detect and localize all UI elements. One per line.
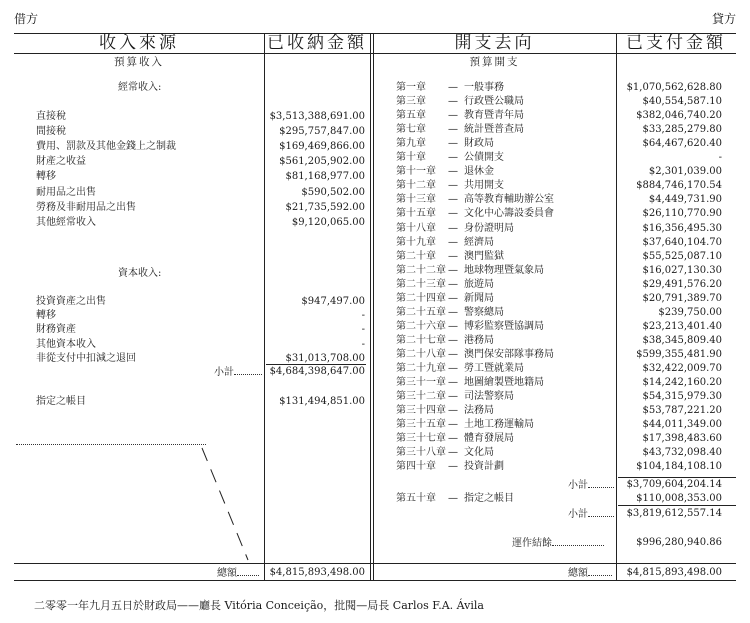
expenditure-chapter-row [396,307,504,319]
exp-subtotal2-rule [618,505,736,506]
ordinary-revenue-row-amount: $590,502.00 [301,186,365,198]
expenditure-chapter-amount: $29,491,576.20 [642,278,722,290]
expenditure-chapter-row [396,194,554,206]
chapter-number: 第二十九章 [396,363,446,374]
chapter-label: 高等教育輔助辦公室 [464,194,554,206]
chapter-label: 地球物理暨氣象局 [464,264,544,276]
expenditure-chapter-amount: $38,345,809.40 [642,334,722,346]
chapter-label: 土地工務運輸局 [464,419,534,431]
chapter-label: 經濟局 [464,236,494,248]
ordinary-revenue-row-label: 財產之收益 [36,156,86,168]
expenditure-chapter-amount: $104,184,108.10 [636,461,722,473]
expenditure-chapter-amount: $33,285,279.80 [642,124,722,136]
chapter-label: 警察總局 [464,306,504,318]
chapter-number: 第二十三章 [396,278,446,290]
chapter-dash: — [448,236,458,248]
chapter-dash: — [448,152,458,164]
chapter-dash: — [448,363,458,374]
expenditure-chapter-row [396,138,494,150]
expenditure-total-label: 總額 [568,567,612,580]
chapter-label: 港務局 [464,334,494,346]
expenditure-chapter-row [396,405,494,417]
chapter-number: 第十八章 [396,222,436,234]
revenue-subtotal-amount: $4,684,398,647.00 [269,366,365,377]
expenditure-chapter-amount: $43,732,098.40 [642,447,722,459]
ordinary-revenue-row-amount: $3,513,388,691.00 [269,111,365,122]
chapter-number: 第二十四章 [396,292,446,304]
expenditure-chapter-row [396,152,504,164]
expenditure-chapter-row [396,363,524,375]
capital-revenue-row-label: 其他資本收入 [36,338,96,350]
chapter-label: 旅遊局 [464,278,494,290]
ordinary-revenue-title: 經常收入: [118,82,162,93]
chapter-number: 第三十一章 [396,377,446,389]
divider-2b [373,33,374,580]
chapter-dash: — [448,222,458,234]
chapter-dash: — [448,110,458,122]
expenditure-chapter-row [396,237,494,249]
ordinary-revenue-row-label: 耐用品之出售 [36,186,96,198]
expenditure-chapter-row [396,335,494,347]
chapter-dash: — [448,278,458,290]
chapter-label: 教育暨青年局 [464,110,524,122]
expenditure-chapter-row [396,419,534,431]
chapter-dash: — [448,320,458,332]
chapter-dash: — [448,391,458,403]
expenditure-chapter-amount: $382,046,740.20 [636,110,722,122]
capital-revenue-row-amount: - [361,338,365,350]
expenditure-chapter-row [396,391,514,403]
header-received: 已收納金額 [267,33,367,53]
expenditure-chapter-amount: $4,449,731.90 [648,194,722,206]
expenditure-chapter-row [396,180,504,192]
header-revenue-source: 收入來源 [99,33,179,53]
chapter-dash: — [448,208,458,220]
table-bottom-rule [14,580,736,581]
chapter-number: 第十一章 [396,166,436,178]
revenue-total-amount: $4,815,893,498.00 [269,567,365,578]
chapter-label: 行政暨公職局 [464,96,524,108]
chapter-label: 投資計劃 [464,461,504,473]
expenditure-chapter-amount: $54,315,979.30 [642,391,722,403]
exp-subtotal2-amount: $3,819,612,557.14 [626,508,722,519]
chapter-label: 財政局 [464,138,494,150]
chapter-number: 第三十五章 [396,419,446,431]
expenditure-chapter-row [396,124,524,136]
chapter-dash: — [448,306,458,318]
chapter-label: 體育發展局 [464,433,514,445]
header-expenditure: 開支去向 [454,33,535,53]
chapter-dash: — [448,138,458,150]
subheader-budget-revenue: 預算收入 [114,56,164,68]
chapter-dash: — [448,405,458,417]
chapter-label: 勞工暨就業局 [464,363,524,374]
ordinary-revenue-row-label: 其他經常收入 [36,216,96,228]
chapter-label: 法務局 [464,405,494,417]
capital-revenue-row-amount: - [361,310,365,322]
expenditure-chapter-row [396,96,524,108]
expenditure-chapter-amount: $2,301,039.00 [648,166,722,178]
operating-balance-label: 運作結餘 [512,537,604,550]
exp-subtotal1-amount: $3,709,604,204.14 [626,479,722,490]
chapter-number: 第三十七章 [396,433,446,445]
chapter-label: 地圖繪製暨地籍局 [464,377,544,389]
ordinary-revenue-row-amount: $81,168,977.00 [285,171,365,183]
designated-account-amount: $131,494,851.00 [279,396,365,407]
chapter-dash: — [448,447,458,459]
expenditure-chapter-amount: $17,398,483.60 [642,433,722,445]
expenditure-chapter-amount: $64,467,620.40 [642,138,722,150]
chapter-dash: — [448,292,458,304]
expenditure-chapter-amount: $23,213,401.40 [642,320,722,332]
ordinary-revenue-row-label: 費用、罰款及其他金錢上之制裁 [36,141,176,153]
expenditure-chapter-row [396,265,544,277]
expenditure-chapter-amount: $14,242,160.20 [642,377,722,389]
expenditure-chapter-amount: $239,750.00 [658,306,722,318]
expenditure-chapter-amount: $44,011,349.00 [642,419,722,431]
expenditure-chapter-50-amount: $110,008,353.00 [636,493,722,504]
ordinary-revenue-row-amount: $295,757,847.00 [279,126,365,138]
chapter-label: 退休金 [464,166,494,178]
ordinary-revenue-row-amount: $21,735,592.00 [285,201,365,213]
chapter-number: 第五章 [396,110,426,122]
chapter-dash: — [448,82,458,93]
ordinary-revenue-row-label: 直接稅 [36,111,66,122]
chapter-label: 文化局 [464,447,494,459]
header-paid: 已支付金額 [626,33,726,53]
revenue-total-label: 總額 [217,567,259,580]
expenditure-chapter-amount: - [718,152,722,164]
chapter-number: 第四十章 [396,461,436,473]
capital-revenue-row-amount: $947,497.00 [301,296,365,307]
total-top-rule [14,563,736,564]
chapter-number: 第二十章 [396,250,436,262]
chapter-label: 澳門保安部隊事務局 [464,348,554,360]
chapter-label: 司法警察局 [464,391,514,403]
chapter-number: 第二十八章 [396,348,446,360]
ordinary-revenue-row-label: 轉移 [36,171,56,183]
chapter-label: 共用開支 [464,180,504,192]
debit-label: 借方 [14,12,39,26]
expenditure-chapter-amount: $26,110,770.90 [642,208,722,220]
chapter-dash: — [448,377,458,389]
chapter-number: 第三十四章 [396,405,446,417]
capital-revenue-title: 資本收入: [118,268,162,279]
chapter-dash: — [448,461,458,473]
chapter-number: 第九章 [396,138,426,150]
chapter-dash: — [448,194,458,206]
chapter-number: 第二十二章 [396,264,446,276]
expenditure-chapter-row [396,166,494,178]
divider-2 [370,33,371,580]
expenditure-chapter-row [396,447,494,459]
chapter-dash: — [448,264,458,276]
expenditure-chapter-row [396,349,554,361]
chapter-label: 文化中心籌設委員會 [464,208,554,220]
credit-label: 貸方 [711,12,736,26]
capital-revenue-row-label: 投資資產之出售 [36,296,106,307]
chapter-number: 第十二章 [396,180,436,192]
designated-account-label: 指定之帳目 [36,396,86,407]
expenditure-chapter-amount: $32,422,009.70 [642,363,722,374]
chapter-number: 第十九章 [396,236,436,248]
capital-revenue-row-label: 財務資產 [36,324,76,336]
chapter-label: 統計暨普查局 [464,124,524,136]
expenditure-chapter-row [396,251,504,263]
expenditure-chapter-amount: $53,787,221.20 [642,405,722,417]
exp-subtotal1-label: 小計 [568,479,614,492]
chapter-dash: — [448,96,458,108]
capital-revenue-row-label: 轉移 [36,310,56,322]
expenditure-chapter-50: 第五十章 — 指定之帳目 [396,493,514,504]
chapter-dash: — [448,124,458,136]
chapter-number: 第三十二章 [396,391,446,403]
chapter-number: 第七章 [396,124,426,136]
expenditure-chapter-row [396,279,494,291]
chapter-label: 身份證明局 [464,222,514,234]
expenditure-chapter-amount: $37,640,104.70 [642,236,722,248]
revenue-subtotal-label: 小計 [214,366,262,379]
expenditure-chapter-amount: $1,070,562,628.80 [626,82,722,93]
chapter-dash: — [448,419,458,431]
chapter-label: 公債開支 [464,152,504,164]
exp-subtotal1-rule [618,477,736,478]
expenditure-chapter-row [396,293,494,305]
operating-balance-amount: $996,280,940.86 [636,537,722,548]
chapter-dash: — [448,166,458,178]
chapter-dash: — [448,180,458,192]
filler-dotted-line [16,444,206,445]
chapter-dash: — [448,250,458,262]
expenditure-chapter-amount: $599,355,481.90 [636,348,722,360]
expenditure-chapter-amount: $40,554,587.10 [642,96,722,108]
expenditure-chapter-amount: $20,791,389.70 [642,292,722,304]
ordinary-revenue-row-label: 間接稅 [36,126,66,138]
chapter-dash: — [448,334,458,346]
subheader-budget-expenditure: 預算開支 [469,56,520,68]
expenditure-chapter-amount: $16,356,495.30 [642,222,722,234]
expenditure-chapter-row [396,321,544,333]
expenditure-chapter-row [396,377,544,389]
exp-subtotal2-label: 小計 [568,508,614,521]
capital-revenue-row-amount: - [361,324,365,336]
ordinary-revenue-row-label: 勞務及非耐用品之出售 [36,201,136,213]
expenditure-chapter-row [396,110,524,122]
chapter-label: 博彩監察暨協調局 [464,320,544,332]
chapter-number: 第十五章 [396,208,436,220]
ordinary-revenue-row-amount: $561,205,902.00 [279,156,365,168]
expenditure-chapter-amount: $16,027,130.30 [642,264,722,276]
capital-revenue-row-label: 非從支付中扣減之退回 [36,352,136,364]
expenditure-chapter-row [396,461,504,473]
signature-line: 二零零一年九月五日於財政局——廳長 Vitória Conceição，批閱—局長 Carlos F.A. Ávila [34,599,484,612]
chapter-label: 新聞局 [464,292,494,304]
ordinary-revenue-row-amount: $9,120,065.00 [291,216,365,228]
expenditure-chapter-row [396,208,554,220]
chapter-number: 第三章 [396,96,426,108]
chapter-dash: — [448,348,458,360]
chapter-number: 第二十五章 [396,306,446,318]
chapter-label: 一般事務 [464,82,504,93]
filler-diagonal [198,444,264,564]
chapter-number: 第一章 [396,82,426,93]
expenditure-chapter-row [396,433,514,445]
revenue-subtotal-rule [266,364,366,365]
expenditure-chapter-row [396,223,514,235]
expenditure-chapter-amount: $55,525,087.10 [642,250,722,262]
chapter-label: 澳門監獄 [464,250,504,262]
expenditure-chapter-amount: $884,746,170.54 [636,180,722,192]
chapter-dash: — [448,433,458,445]
chapter-number: 第十章 [396,152,426,164]
chapter-number: 第十三章 [396,194,436,206]
chapter-number: 第二十六章 [396,320,446,332]
chapter-number: 第二十七章 [396,334,446,346]
capital-revenue-row-amount: $31,013,708.00 [285,352,365,364]
ordinary-revenue-row-amount: $169,469,866.00 [279,141,365,153]
expenditure-total-amount: $4,815,893,498.00 [626,567,722,578]
chapter-number: 第三十八章 [396,447,446,459]
expenditure-chapter-row [396,82,504,94]
